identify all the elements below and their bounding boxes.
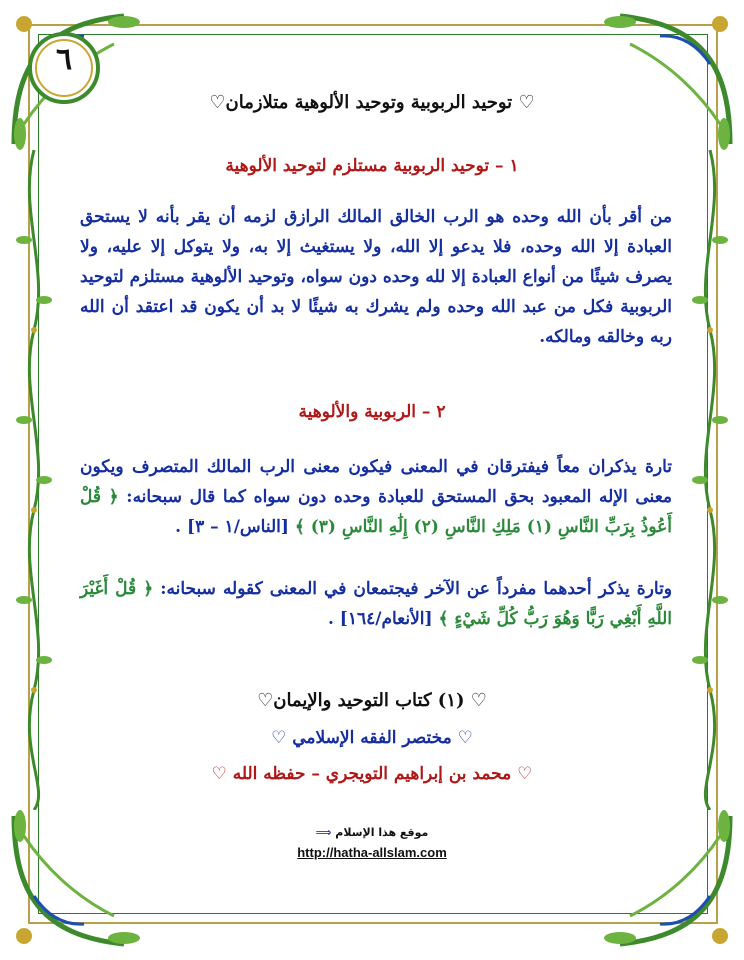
page-number-medallion [22,26,106,110]
page-number: ٦ [55,42,73,77]
section-2-body [80,452,672,542]
site-label [250,826,494,839]
section-2-paragraph-2: وتارة يذكر أحدهما مفرداً عن الآخر فيجتمعان في المعنى كقوله سبحانه: [160,579,673,599]
page-title: ♡ توحيد الربوبية وتوحيد الألوهية متلازمان♡ [209,92,535,113]
site-url-link[interactable]: http://hatha-allslam.com [297,845,447,860]
site-label-text: موقع هذا الإسلام [335,826,429,839]
bottom-right-corner-ornament [590,806,740,956]
section-2-body-continued [80,574,672,634]
left-vine-ornament [14,150,54,810]
section-2-heading: ٢ – الربوبية والألوهية [298,402,446,422]
top-right-corner-ornament [590,4,740,154]
section-1-heading: ١ – توحيد الربوبية مستلزم لتوحيد الألوهية [225,156,519,176]
book-title-line: ♡ (١) كتاب التوحيد والإيمان♡ [257,690,487,711]
author-line: ♡ محمد بن إبراهيم التويجري – حفظه الله ♡ [211,764,533,784]
verse-al-anam: ﴿ قُلْ أَغَيْرَ اللَّهِ أَبْغِي رَبًّا وَهُوَ رَبُّ كُلِّ شَيْءٍ ﴾ [80,579,672,629]
section-1-paragraph: من أقر بأن الله وحده هو الرب الخالق المالك الرازق لزمه أن يقر بأنه لا يستحق العبادة إلا الله وحده، فلا يدعو إلا الله، ولا يستغيث إلا به، ولا يتوكل إلا عليه، ولا يصرف شيئًا من أنواع العبادة إلا لله وحده دون سواه، وتوحيد الألوهية مستلزم لتوحيد الربوبية فكل من عبد الله وحده ولم يشرك به شيئًا لا بد أن يكون قد اعتقد أن الله ربه وخالقه ومالكه. [80,207,672,347]
verse-an-nas-reference: [الناس/١ – ٣] . [175,517,289,537]
section-2-paragraph-1: تارة يذكران معاً فيفترقان في المعنى فيكون معنى الرب المالك المتصرف ويكون معنى الإله المعبود بحق المستحق للعبادة وحده دون سواه كما قال سبحانه: [80,457,672,507]
right-vine-ornament [690,150,730,810]
verse-an-nas: ﴿ قُلْ أَعُوذُ بِرَبِّ النَّاسِ (١) مَلِكِ النَّاسِ (٢) إِلَٰهِ النَّاسِ (٣) ﴾ [80,487,672,537]
bottom-left-corner-ornament [4,806,154,956]
verse-al-anam-reference: [الأنعام/١٦٤] . [327,609,433,629]
arrow-right-icon: ⟹ [315,826,332,839]
series-title-line: ♡ مختصر الفقه الإسلامي ♡ [271,728,473,748]
